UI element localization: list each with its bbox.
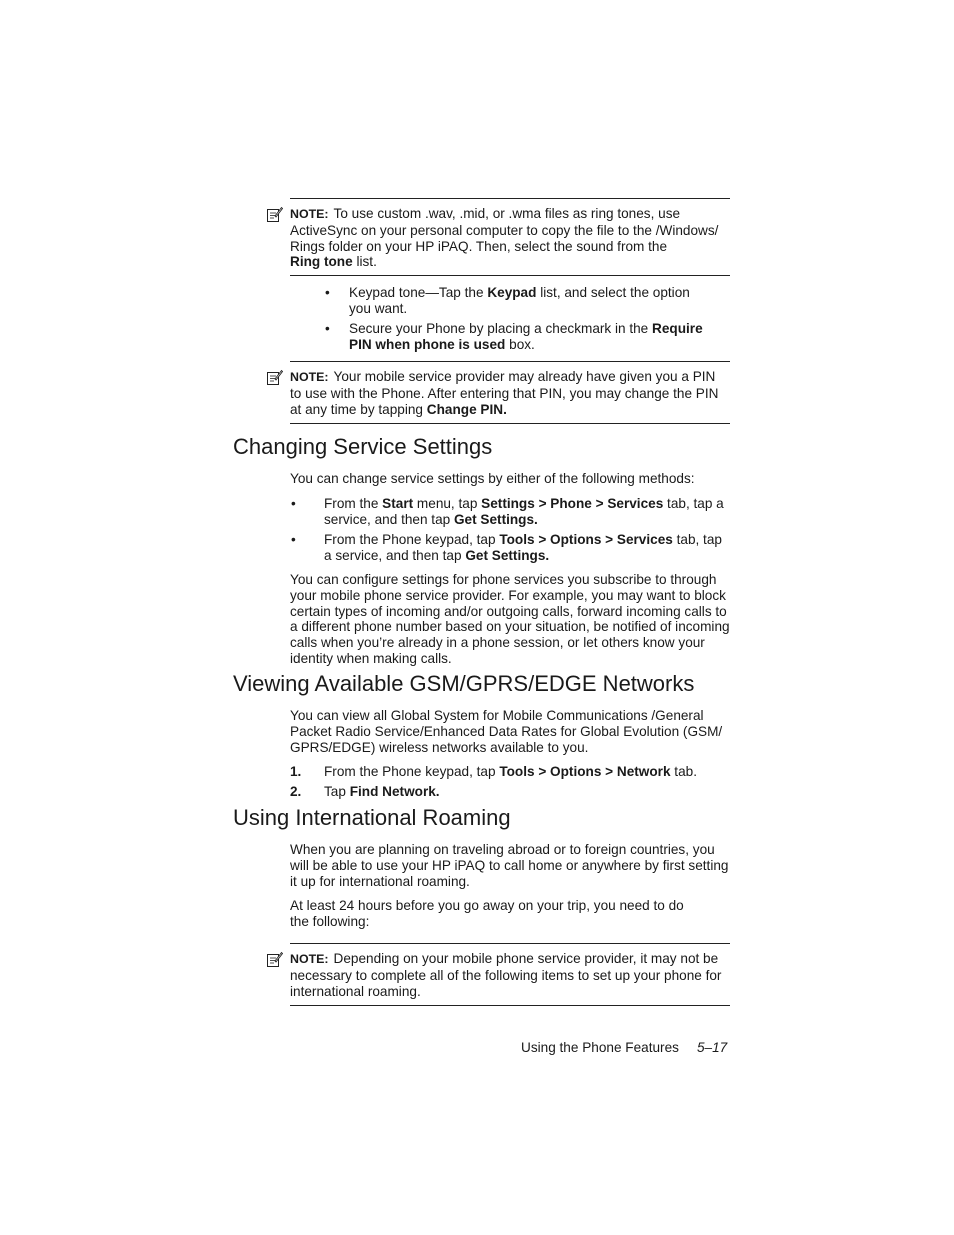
footer-chapter-title: Using the Phone Features (521, 1040, 679, 1055)
text-run: menu, tap (413, 496, 482, 511)
ui-term: Change PIN. (426, 401, 507, 417)
note-label: NOTE: (290, 952, 329, 966)
ui-term: Tools > Options > Services (499, 532, 673, 547)
ui-term: Ring tone (290, 254, 353, 270)
text-run: Tap (324, 784, 350, 799)
list-item-text (349, 285, 709, 317)
note-text: list. (352, 254, 377, 270)
ui-term: Settings > Phone > Services (481, 496, 664, 511)
ui-term: Find Network. (349, 784, 440, 799)
section-heading: Viewing Available GSM/GPRS/EDGE Networks (233, 671, 695, 696)
note-label: NOTE: (290, 370, 329, 384)
footer-page-number: 5–17 (697, 1040, 728, 1055)
text-run: tab. (670, 764, 697, 779)
note-3 (290, 951, 730, 999)
ui-term: Require PIN when phone is used (349, 321, 703, 352)
text-run: box. (505, 336, 535, 352)
section-heading: Changing Service Settings (233, 434, 493, 459)
list-item-text (349, 321, 715, 353)
note-icon (266, 206, 283, 223)
text-run: Keypad tone—Tap the (349, 285, 488, 300)
step-text (324, 784, 734, 800)
paragraph: At least 24 hours before you go away on your trip, you need to do the following: (290, 898, 684, 929)
note-label: NOTE: (290, 207, 329, 221)
note-text: To use custom .wav, .mid, or .wma files as ring tones, use ActiveSync on your personal computer to copy the file to the /Windows/ Rings folder on your HP iPAQ. Then, select the sound from the (290, 206, 719, 254)
text-run: From the Phone keypad, tap (324, 764, 500, 779)
rule-top-note-3 (290, 943, 730, 944)
ui-term: Get Settings. (453, 511, 538, 527)
note-1 (290, 206, 730, 270)
list-item-text (324, 532, 724, 564)
bullet-glyph: • (291, 532, 296, 547)
paragraph: You can change service settings by either of the following methods: (290, 471, 695, 486)
rule-top-note-2 (290, 361, 730, 362)
bullet-glyph: • (291, 496, 296, 511)
step-number: 1. (290, 764, 302, 779)
note-text: Your mobile service provider may already have given you a PIN to use with the Phone. After entering that PIN, you may change the PIN at any time by tapping (290, 369, 719, 417)
step-number: 2. (290, 784, 302, 799)
note-icon (266, 369, 283, 386)
bullet-glyph: • (325, 285, 330, 300)
rule-top-note-1 (290, 198, 730, 199)
rule-bottom-note-2 (290, 423, 730, 424)
paragraph: You can view all Global System for Mobile Communications /General Packet Radio Service/Enhanced Data Rates for Global Evolution (GSM/ GPRS/EDGE) wireless networks available to you. (290, 708, 723, 755)
list-item-text (324, 496, 724, 528)
ui-term: Keypad (487, 285, 537, 300)
section-heading: Using International Roaming (233, 805, 511, 830)
text-run: list, and select the option you want. (349, 285, 690, 316)
note-text: Depending on your mobile phone service provider, it may not be necessary to complete all of the following items to set up your phone for international roaming. (290, 951, 722, 999)
text-run: tab, tap a service, and then tap (324, 532, 722, 563)
rule-bottom-note-3 (290, 1005, 730, 1006)
ui-term: Start (382, 496, 414, 511)
text-run: tab, tap a service, and then tap (324, 496, 724, 527)
step-text (324, 764, 734, 780)
paragraph: You can configure settings for phone services you subscribe to through your mobile phone service provider. For example, you may want to block certain types of incoming and/or outgoing calls, forward incoming calls to a different phone number based on your situation, be notified of incoming calls when you’re already in a phone session, or let others know your identity when making calls. (290, 572, 730, 666)
text-run: Secure your Phone by placing a checkmark in the (349, 321, 653, 336)
paragraph: When you are planning on traveling abroad or to foreign countries, you will be able to use your HP iPAQ to call home or anywhere by first setting it up for international roaming. (290, 842, 729, 889)
rule-bottom-note-1 (290, 275, 730, 276)
note-icon (266, 951, 283, 968)
text-run: From the (324, 496, 383, 511)
bullet-glyph: • (325, 321, 330, 336)
ui-term: Get Settings. (465, 547, 550, 563)
text-run: From the Phone keypad, tap (324, 532, 500, 547)
note-2 (290, 369, 730, 417)
ui-term: Tools > Options > Network (499, 764, 671, 779)
